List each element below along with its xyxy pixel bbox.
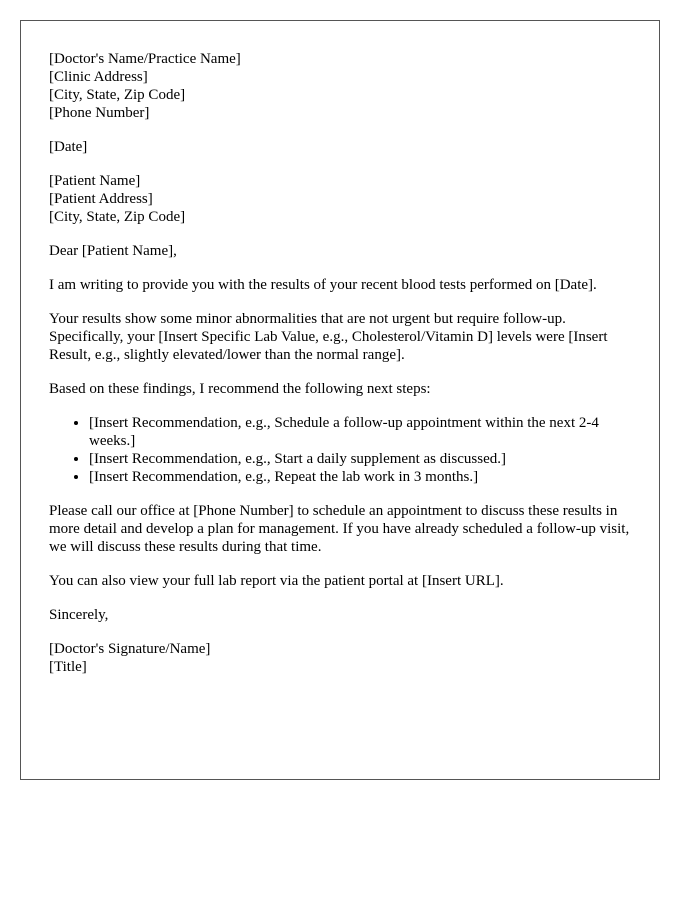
- sender-phone: [Phone Number]: [49, 105, 150, 121]
- portal-paragraph: You can also view your full lab report via the patient portal at [Insert URL].: [49, 573, 504, 589]
- date-block: [49, 138, 631, 156]
- sender-address: [Clinic Address]: [49, 69, 148, 85]
- closing: Sincerely,: [49, 607, 109, 623]
- sender-name: [Doctor's Name/Practice Name]: [49, 51, 241, 67]
- recommend-intro-paragraph: Based on these findings, I recommend the following next steps:: [49, 381, 431, 397]
- signature-block: [49, 640, 631, 676]
- recipient-address: [Patient Address]: [49, 191, 153, 207]
- salutation: Dear [Patient Name],: [49, 243, 177, 259]
- recommendation-item: • [Insert Recommendation, e.g., Schedule a follow-up appointment within the next 2-4 weeks.]: [89, 414, 631, 450]
- recommendation-item: • [Insert Recommendation, e.g., Repeat the lab work in 3 months.]: [89, 468, 631, 486]
- intro-paragraph: I am writing to provide you with the results of your recent blood tests performed on [Date].: [49, 277, 597, 293]
- signature-title: [Title]: [49, 659, 87, 675]
- recommendation-list: [49, 414, 631, 486]
- letter-page: [20, 20, 660, 780]
- letter-date: [Date]: [49, 139, 88, 155]
- sender-city-state-zip: [City, State, Zip Code]: [49, 87, 186, 103]
- recipient-block: [49, 172, 631, 226]
- signature-name: [Doctor's Signature/Name]: [49, 641, 211, 657]
- results-paragraph: Your results show some minor abnormalities that are not urgent but require follow-up. Specifically, your [Insert Specific Lab Value, e.g., Cholesterol/Vitamin D] levels were [Insert Result, e.g., slightly elevated/lower than the normal range].: [49, 311, 608, 363]
- call-paragraph: Please call our office at [Phone Number] to schedule an appointment to discuss these results in more detail and develop a plan for management. If you have already scheduled a follow-up visit, we will discuss these results during that time.: [49, 503, 630, 555]
- recommendation-item: • [Insert Recommendation, e.g., Start a daily supplement as discussed.]: [89, 450, 631, 468]
- sender-block: [49, 50, 631, 122]
- recipient-city-state-zip: [City, State, Zip Code]: [49, 209, 186, 225]
- recipient-name: [Patient Name]: [49, 173, 141, 189]
